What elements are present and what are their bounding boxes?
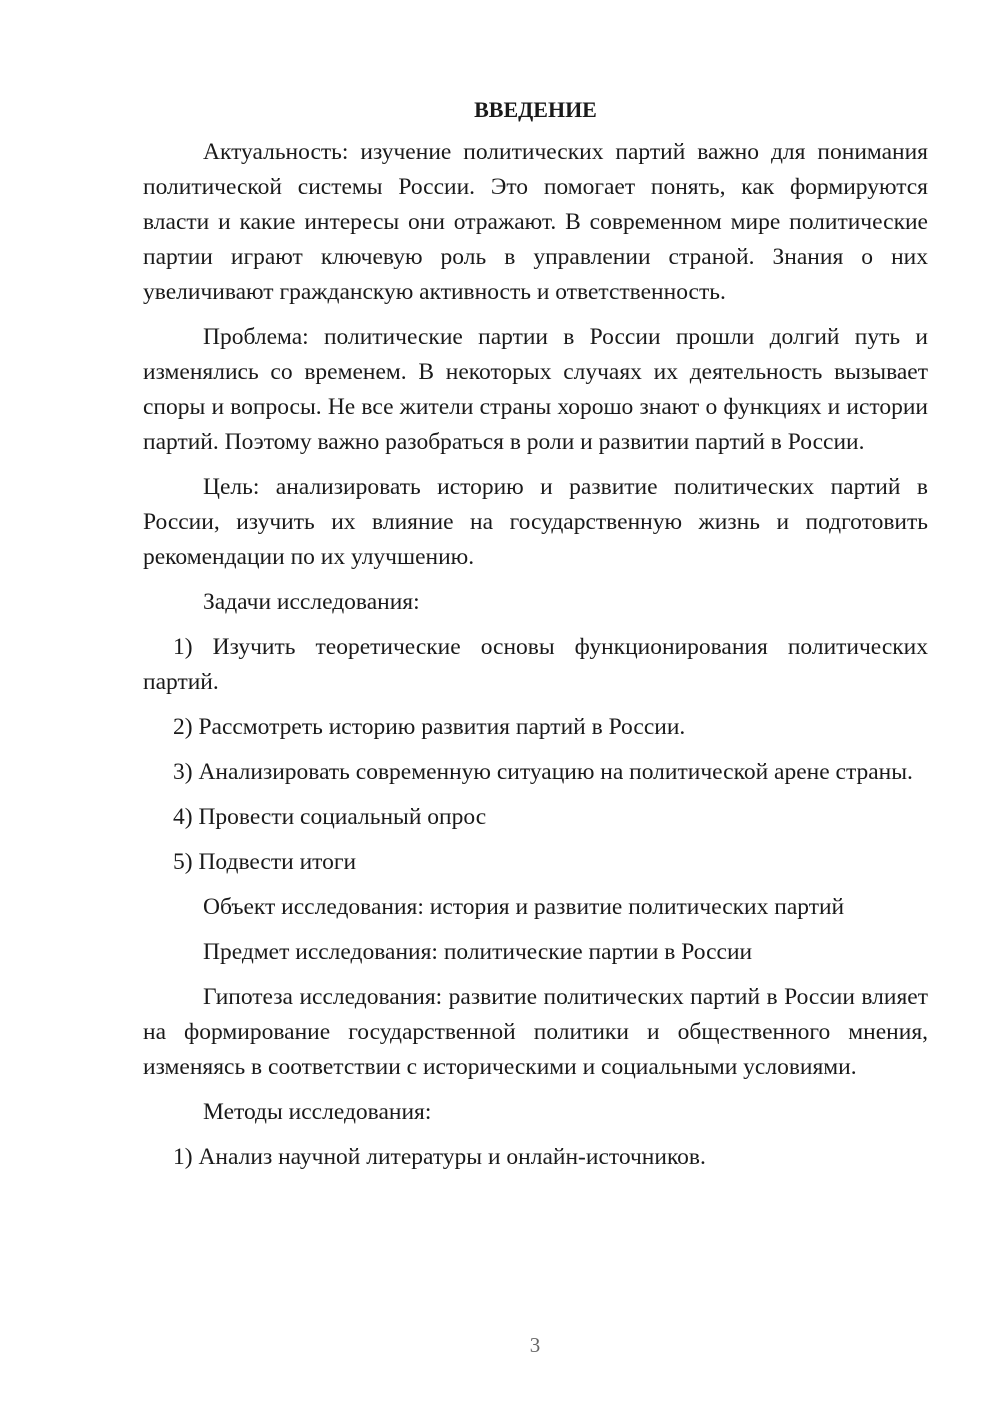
task-item-4: 4) Провести социальный опрос — [173, 804, 487, 830]
section-title: ВВЕДЕНИЕ — [474, 97, 597, 122]
task-item-2: 2) Рассмотреть историю развития партий в России. — [173, 714, 686, 740]
paragraph-hypothesis: Гипотеза исследования: развитие политических партий в России влияет на формирование государственной политики и общественного мнения, изменяясь в соответствии с историческими и социальными условиями. — [143, 984, 928, 1080]
paragraph-goal: Цель: анализировать историю и развитие политических партий в России, изучить их влияние на государственную жизнь и подготовить рекомендации по их улучшению. — [143, 474, 928, 570]
paragraph-subject: Предмет исследования: политические партии в России — [203, 939, 753, 965]
task-item-1: 1) Изучить теоретические основы функционирования политических партий. — [143, 634, 928, 695]
page-number: 3 — [529, 1333, 541, 1357]
method-item-1: 1) Анализ научной литературы и онлайн-источников. — [173, 1144, 706, 1170]
tasks-heading: Задачи исследования: — [203, 589, 420, 615]
task-item-3: 3) Анализировать современную ситуацию на политической арене страны. — [173, 759, 913, 785]
paragraph-relevance: Актуальность: изучение политических партий важно для понимания политической системы России. Это помогает понять, как формируются власти и какие интересы они отражают. В современном мире политические партии играют ключевую роль в управлении страной. Знания о них увеличивают гражданскую активность и ответственность. — [143, 139, 928, 305]
page-content — [143, 95, 928, 1185]
methods-heading: Методы исследования: — [203, 1099, 432, 1125]
paragraph-problem: Проблема: политические партии в России прошли долгий путь и изменялись со временем. В некоторых случаях их деятельность вызывает споры и вопросы. Не все жители страны хорошо знают о функциях и истории партий. Поэтому важно разобраться в роли и развитии партий в России. — [143, 324, 928, 455]
task-item-5: 5) Подвести итоги — [173, 849, 357, 875]
paragraph-object: Объект исследования: история и развитие политических партий — [203, 894, 845, 920]
